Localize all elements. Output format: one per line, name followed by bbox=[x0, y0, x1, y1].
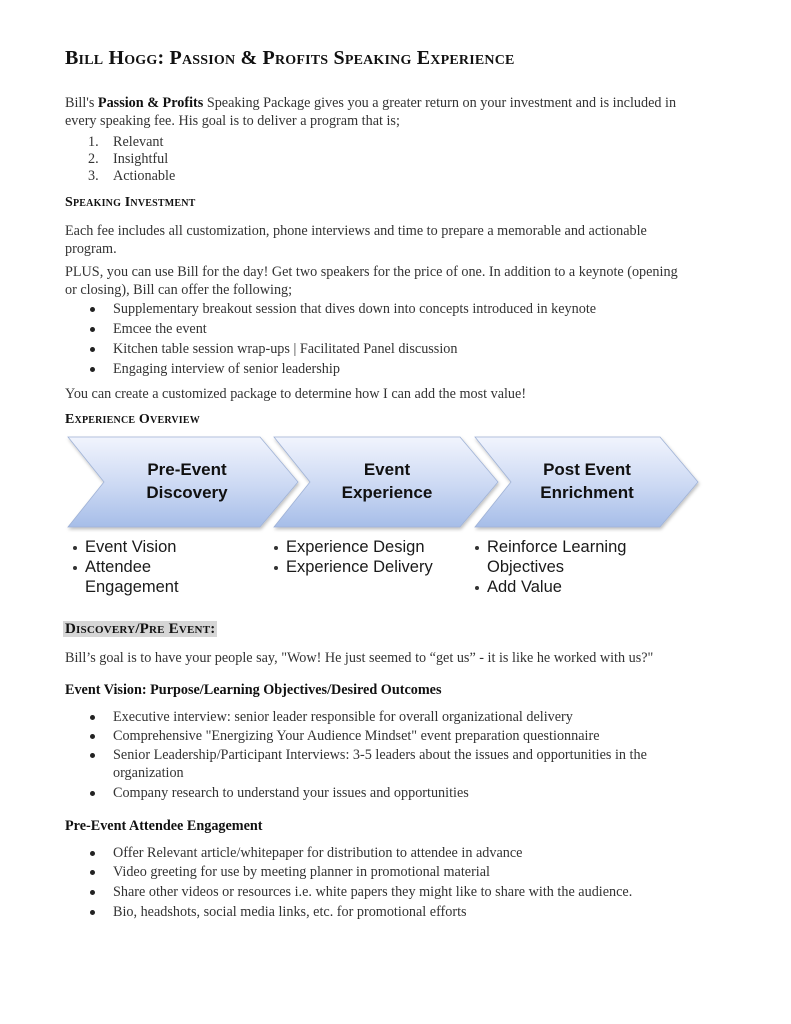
event-vision-heading: Event Vision: Purpose/Learning Objectives/Desired Outcomes bbox=[65, 682, 442, 698]
stage-bullet bbox=[72, 557, 179, 577]
engagement-text: Offer Relevant article/whitepaper for distribution to attendee in advance bbox=[113, 845, 523, 861]
investment-p1-line2: program. bbox=[65, 241, 117, 257]
stage-bullet-text: Reinforce Learning bbox=[487, 538, 627, 556]
bullet-icon bbox=[90, 734, 95, 739]
bullet-icon bbox=[73, 546, 77, 550]
stage-title-line1: Event bbox=[363, 460, 411, 479]
investment-p2-line1: PLUS, you can use Bill for the day! Get two speakers for the price of one. In addition to a keynote (opening bbox=[65, 264, 678, 280]
bullet-icon bbox=[90, 327, 95, 332]
investment-p1-line1: Each fee includes all customization, phone interviews and time to prepare a memorable and actionable bbox=[65, 223, 647, 239]
stage-title-line2: Discovery bbox=[146, 483, 228, 502]
goal-text: Actionable bbox=[113, 168, 176, 184]
engagement-text: Share other videos or resources i.e. white papers they might like to share with the audience. bbox=[113, 884, 633, 900]
goal-number: 2. bbox=[88, 151, 99, 167]
investment-p2-line2: or closing), Bill can offer the following; bbox=[65, 282, 293, 298]
intro-bold: Passion & Profits bbox=[97, 95, 204, 111]
offer-text: Emcee the event bbox=[113, 321, 207, 337]
intro-prefix: Bill's bbox=[65, 95, 98, 111]
stage-bullet-text: Attendee bbox=[85, 558, 152, 576]
discovery-heading bbox=[63, 621, 217, 638]
discovery-heading-text: Discovery/Pre Event: bbox=[65, 621, 216, 637]
bullet-icon bbox=[90, 870, 95, 875]
bullet-icon bbox=[475, 546, 479, 550]
bullet-icon bbox=[73, 566, 77, 570]
discovery-quote: Bill’s goal is to have your people say, "Wow! He just seemed to “get us” - it is like he worked with us?" bbox=[65, 650, 654, 666]
bullet-icon bbox=[90, 753, 95, 758]
engagement-text: Video greeting for use by meeting planner in promotional material bbox=[113, 864, 490, 880]
attendee-engagement-heading: Pre-Event Attendee Engagement bbox=[65, 818, 263, 834]
stage-bullet-text: Objectives bbox=[487, 558, 565, 576]
page-title: Bill Hogg: Passion & Profits Speaking Experience bbox=[65, 47, 515, 69]
bullet-icon bbox=[90, 910, 95, 915]
bullet-icon bbox=[90, 890, 95, 895]
offer-text: Supplementary breakout session that dives down into concepts introduced in keynote bbox=[113, 301, 597, 317]
stage-bullet-text: Experience Delivery bbox=[286, 558, 433, 576]
stage-bullet bbox=[474, 537, 626, 557]
process-chevron-diagram bbox=[60, 430, 720, 540]
stage-title-line2: Enrichment bbox=[540, 483, 634, 502]
bullet-icon bbox=[90, 347, 95, 352]
intro-rest: Speaking Package gives you a greater return on your investment and is included in bbox=[203, 95, 677, 111]
stage-title-line1: Pre-Event bbox=[147, 460, 227, 479]
bullet-icon bbox=[90, 307, 95, 312]
vision-text: Comprehensive "Energizing Your Audience Mindset" event preparation questionnaire bbox=[113, 728, 600, 744]
stage-2-bullets bbox=[273, 537, 433, 577]
bullet-icon bbox=[90, 715, 95, 720]
stage-bullet-text: Add Value bbox=[487, 578, 562, 596]
investment-closing: You can create a customized package to determine how I can add the most value! bbox=[65, 386, 527, 402]
intro-line-1 bbox=[65, 94, 676, 112]
stage-3-bullets bbox=[474, 537, 626, 597]
goal-number: 3. bbox=[88, 168, 99, 184]
stage-bullet-text: Engagement bbox=[85, 578, 179, 596]
bullet-icon bbox=[90, 851, 95, 856]
goal-text: Relevant bbox=[113, 134, 164, 150]
bullet-icon bbox=[475, 586, 479, 590]
intro-line-2: every speaking fee. His goal is to deliver a program that is; bbox=[65, 113, 400, 129]
stage-event-experience bbox=[297, 458, 477, 504]
stage-bullet bbox=[72, 537, 179, 557]
stage-bullet-text: Event Vision bbox=[85, 538, 177, 556]
offer-text: Engaging interview of senior leadership bbox=[113, 361, 340, 377]
goal-number: 1. bbox=[88, 134, 99, 150]
stage-bullet bbox=[273, 537, 433, 557]
bullet-icon bbox=[274, 546, 278, 550]
stage-bullet bbox=[474, 577, 626, 597]
goal-text: Insightful bbox=[113, 151, 169, 167]
vision-text: organization bbox=[113, 765, 184, 781]
experience-overview-heading: Experience Overview bbox=[65, 412, 200, 427]
stage-title-line1: Post Event bbox=[543, 460, 631, 479]
vision-text: Senior Leadership/Participant Interviews: 3-5 leaders about the issues and opportunities in the bbox=[113, 747, 647, 763]
stage-bullet bbox=[273, 557, 433, 577]
stage-bullet-continued bbox=[474, 557, 626, 577]
speaking-investment-heading: Speaking Investment bbox=[65, 195, 196, 210]
vision-text: Executive interview: senior leader responsible for overall organizational delivery bbox=[113, 709, 573, 725]
offer-text: Kitchen table session wrap-ups | Facilitated Panel discussion bbox=[113, 341, 458, 357]
stage-bullet-text: Experience Design bbox=[286, 538, 425, 556]
stage-title-line2: Experience bbox=[341, 483, 433, 502]
stage-post-event-enrichment bbox=[497, 458, 677, 504]
bullet-icon bbox=[274, 566, 278, 570]
engagement-text: Bio, headshots, social media links, etc. for promotional efforts bbox=[113, 904, 467, 920]
vision-text: Company research to understand your issues and opportunities bbox=[113, 785, 469, 801]
stage-bullet-continued bbox=[72, 577, 179, 597]
bullet-icon bbox=[90, 791, 95, 796]
bullet-icon bbox=[90, 367, 95, 372]
stage-1-bullets bbox=[72, 537, 179, 597]
stage-pre-event-discovery bbox=[97, 458, 277, 504]
